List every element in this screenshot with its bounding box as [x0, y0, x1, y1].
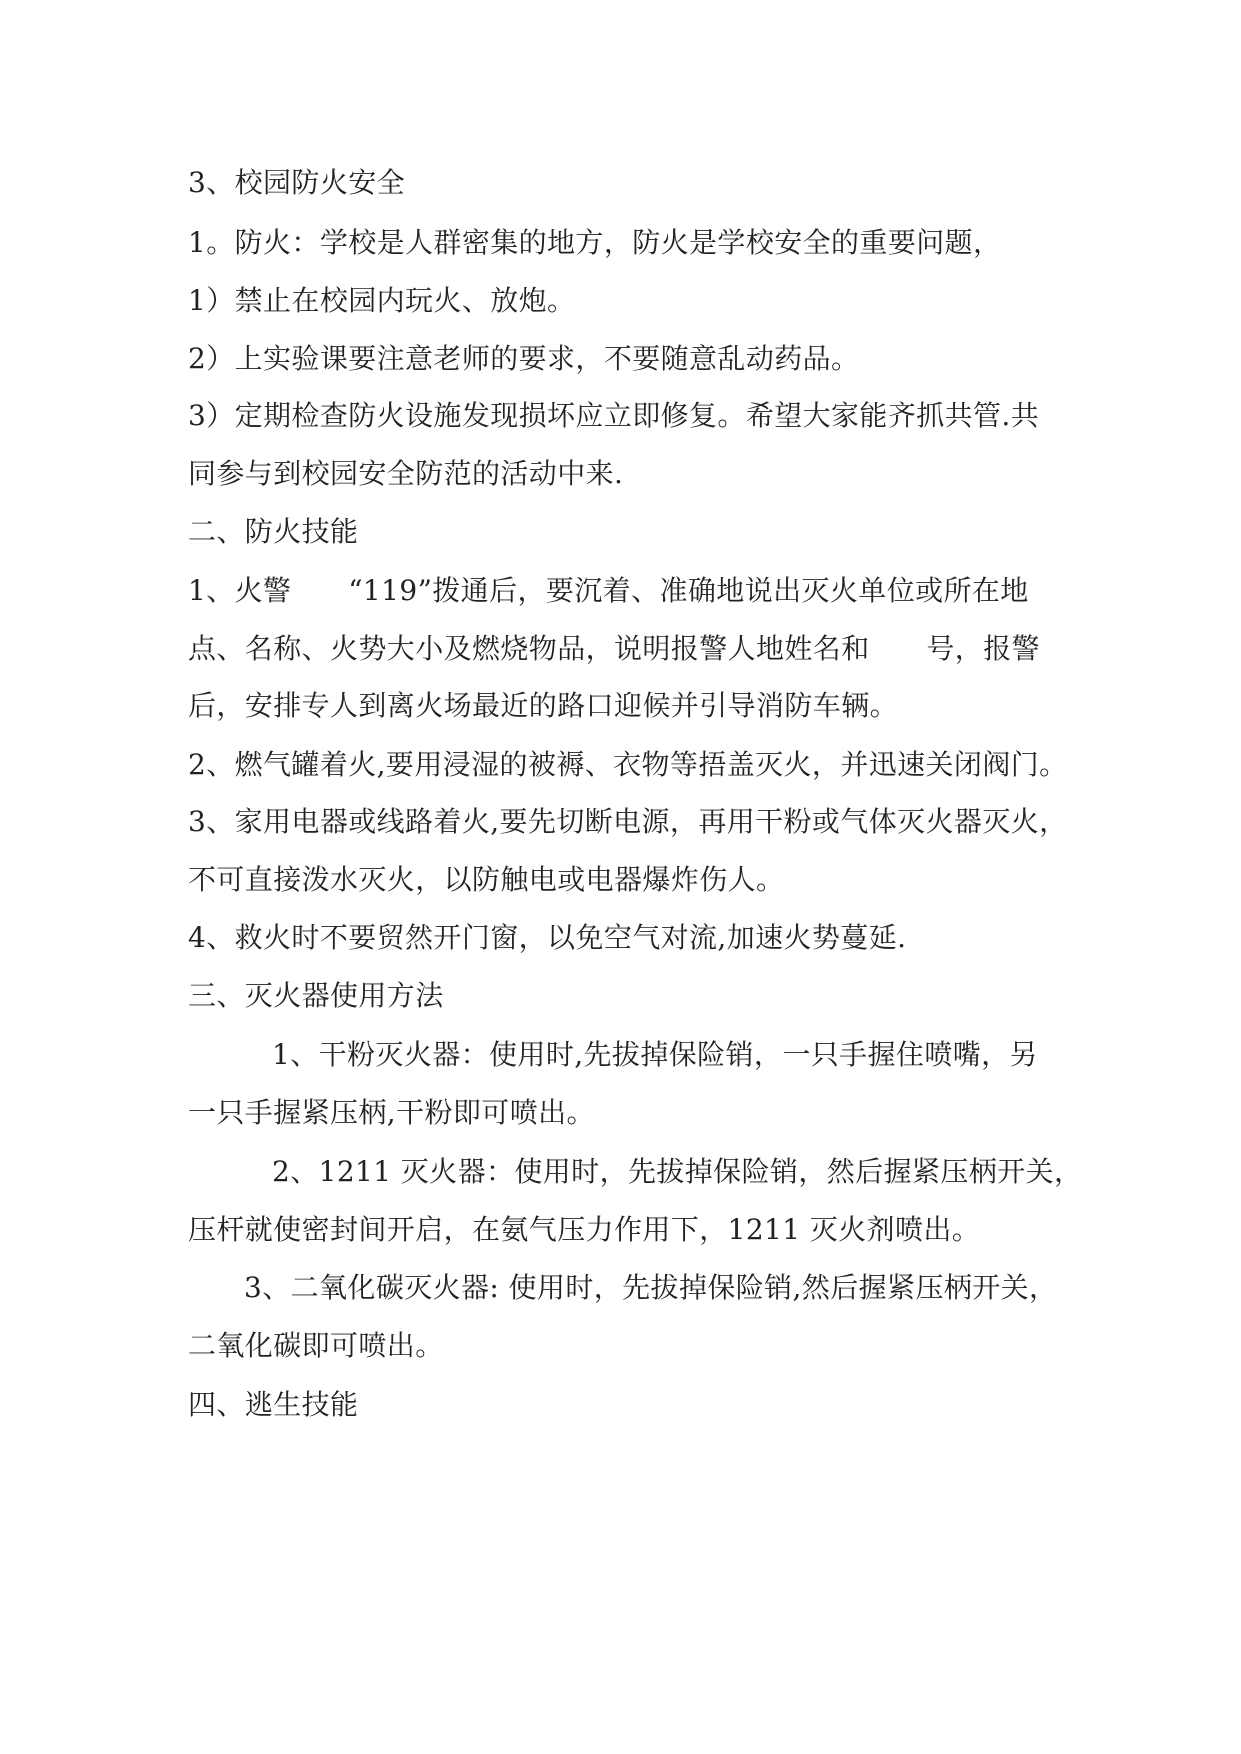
paragraph-line: 1、干粉灭火器：使用时,先拔掉保险销，一只手握住喷嘴，另 — [272, 1038, 1038, 1071]
paragraph-line: 点、名称、火势大小及燃烧物品，说明报警人地姓名和 号，报警 — [188, 632, 1041, 665]
paragraph-line: 3、二氧化碳灭火器: 使用时，先拔掉保险销,然后握紧压柄开关， — [244, 1271, 1058, 1304]
paragraph-line: 1。防火：学校是人群密集的地方，防火是学校安全的重要问题， — [188, 226, 1002, 259]
list-item: 1）禁止在校园内玩火、放炮。 — [188, 284, 576, 317]
section-heading: 3、校园防火安全 — [188, 166, 406, 199]
paragraph-line: 二氧化碳即可喷出。 — [188, 1329, 444, 1362]
paragraph-line: 压杆就使密封间开启，在氨气压力作用下，1211 灭火剂喷出。 — [188, 1213, 981, 1246]
paragraph-line: 同参与到校园安全防范的活动中来. — [188, 457, 624, 490]
list-item: 3）定期检查防火设施发现损坏应立即修复。希望大家能齐抓共管.共 — [188, 399, 1040, 432]
section-heading: 二、防火技能 — [188, 515, 359, 548]
section-heading: 三、灭火器使用方法 — [188, 979, 444, 1012]
paragraph-line: 不可直接泼水灭火，以防触电或电器爆炸伤人。 — [188, 863, 785, 896]
paragraph-line: 2、燃气罐着火,要用浸湿的被褥、衣物等捂盖灭火，并迅速关闭阀门。 — [188, 748, 1068, 781]
section-heading: 四、逃生技能 — [188, 1388, 359, 1421]
paragraph-line: 一只手握紧压柄,干粉即可喷出。 — [188, 1096, 595, 1129]
paragraph-line: 1、火警 “119”拨通后，要沉着、准确地说出灭火单位或所在地 — [188, 574, 1029, 607]
list-item: 2）上实验课要注意老师的要求，不要随意乱动药品。 — [188, 342, 860, 375]
paragraph-line: 后，安排专人到离火场最近的路口迎候并引导消防车辆。 — [188, 689, 899, 722]
paragraph-line: 3、家用电器或线路着火,要先切断电源，再用干粉或气体灭火器灭火， — [188, 805, 1068, 838]
paragraph-line: 4、救火时不要贸然开门窗，以免空气对流,加速火势蔓延. — [188, 921, 907, 954]
paragraph-line: 2、1211 灭火器：使用时，先拔掉保险销，然后握紧压柄开关， — [272, 1155, 1083, 1188]
